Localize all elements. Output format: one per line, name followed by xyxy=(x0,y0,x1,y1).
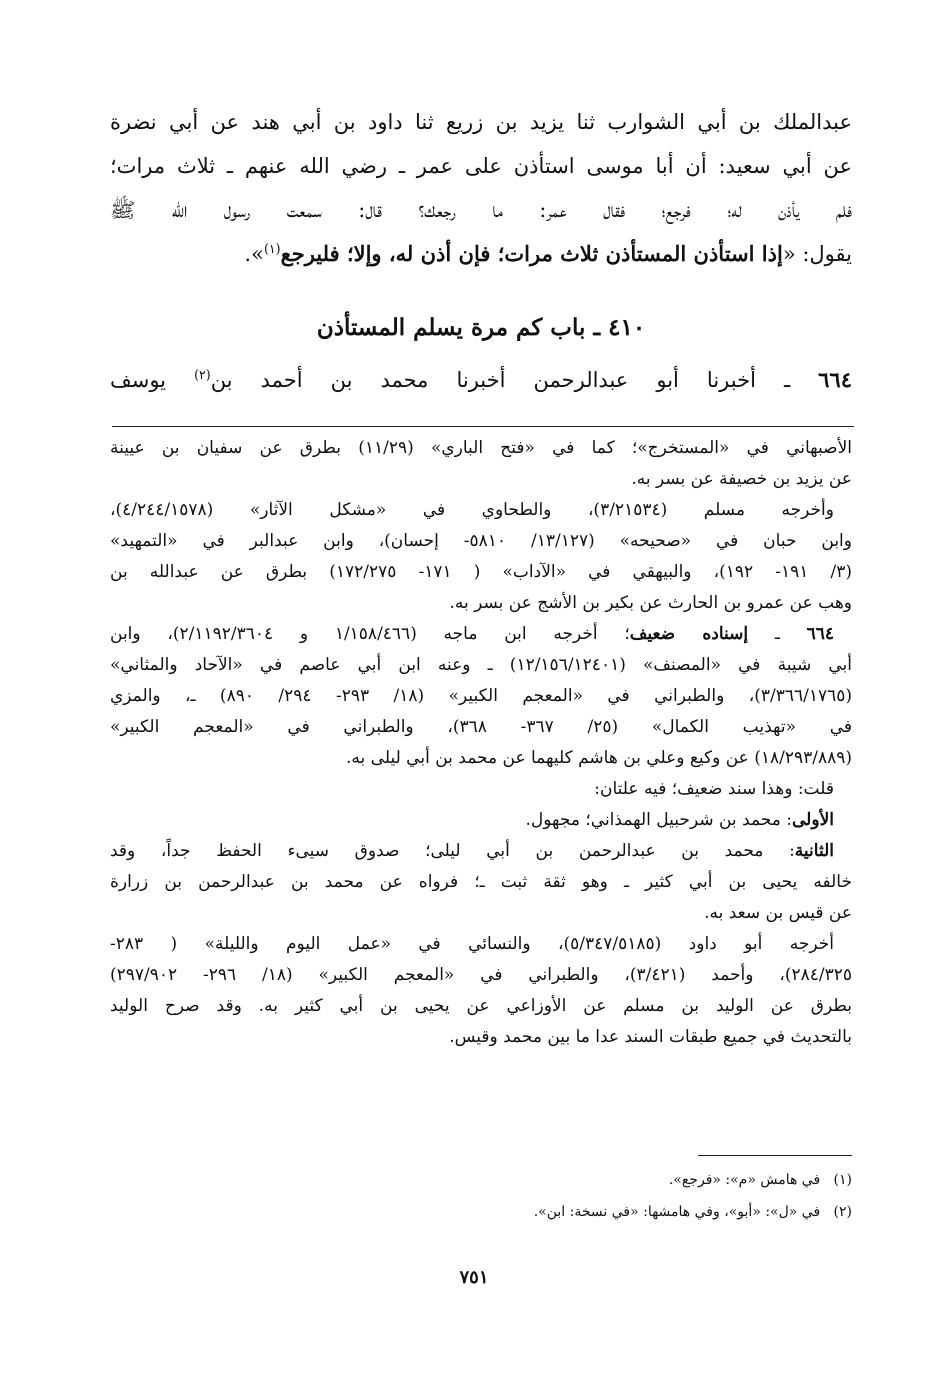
commentary-line: أبي شيبة في «المصنف» (١٢/١٥٦/١٢٤٠١) ـ وعنه ابن أبي عاصم في «الآحاد والمثاني» xyxy=(110,655,852,675)
commentary-line: قلت: وهذا سند ضعيف؛ فيه علتان: xyxy=(594,779,834,799)
main-text-line: فلم يأذن له؛ فرجع؛ فقال عمر: ما رجعك؟ قال: سمعت رسول الله ﷺ xyxy=(110,198,852,222)
hadith-number: ٦٦٤ xyxy=(818,367,852,392)
footnote-ref: (١) xyxy=(263,241,281,256)
footnote-separator xyxy=(698,1155,852,1156)
main-text-line: عن أبي سعيد: أن أبا موسى استأذن على عمر ـ رضي الله عنهم ـ ثلاث مرات؛ xyxy=(110,154,852,178)
commentary-line: وابن حبان في «صحيحه» (١٣/١٢٧/ ٥٨١٠- إحسان)، وابن عبدالبر في «التمهيد» xyxy=(110,531,852,551)
hadith-text: يوسف xyxy=(110,368,195,392)
commentary-hadith-number: ٦٦٤ xyxy=(806,624,834,644)
grading-label: إسناده ضعيف xyxy=(629,624,749,644)
main-text-line xyxy=(110,232,852,276)
commentary-line: (٣/٣٦٦/١٧٦٥)، والطبراني في «المعجم الكبير» (١٨/ ٢٩٣- ٢٩٤/ ٨٩٠) ـ، والمزي xyxy=(110,686,852,706)
quote-suffix: ». xyxy=(244,242,264,266)
footnote-text: في «ل»: «أبو»، وفي هامشها: «في نسخة: ابن». xyxy=(533,1204,821,1220)
hadith-text: ـ أخبرنا أبو عبدالرحمن أخبرنا محمد بن أحمد بن xyxy=(210,368,819,392)
commentary-line: ٢٨٤/٣٢٥)، وأحمد (٣/٤٢١)، والطبراني في «المعجم الكبير» (١٨/ ٢٩٦- ٢٩٧/٩٠٢) xyxy=(110,965,852,985)
commentary-line: عن يزيد بن خصيفة عن بسر به. xyxy=(631,469,852,489)
defect-label: الأولى xyxy=(792,810,834,830)
defect-label: الثانية xyxy=(794,841,834,861)
hadith-664 xyxy=(110,358,852,402)
commentary-text: : محمد بن عبدالرحمن بن أبي ليلى؛ صدوق سيىء الحفظ جداً، وقد xyxy=(110,841,795,861)
hadith-line xyxy=(110,358,852,402)
main-text-line: عبدالملك بن أبي الشوارب ثنا يزيد بن زريع ثنا داود بن أبي هند عن أبي نضرة xyxy=(110,110,852,134)
commentary-line: ٦٦٤ ـ إسناده ضعيف؛ أخرجه ابن ماجه (١/١٥٨/٤٦٦ و ٢/١١٩٢/٣٦٠٤)، وابن xyxy=(110,624,834,644)
commentary-line: بطرق عن الوليد بن مسلم عن الأوزاعي عن يحيى بن أبي كثير به. وقد صرح الوليد xyxy=(110,996,852,1016)
commentary-text: ؛ أخرجه ابن ماجه (١/١٥٨/٤٦٦ و ٢/١١٩٢/٣٦٠٤)، وابن xyxy=(110,624,630,644)
page-number: ٧٥١ xyxy=(459,1267,489,1288)
commentary-line: وهب عن عمرو بن الحارث عن بكير بن الأشج عن بسر به. xyxy=(449,593,852,613)
quote-prefix: يقول: « xyxy=(782,242,852,266)
commentary-line: خالفه يحيى بن أبي كثير ـ وهو ثقة ثبت ـ؛ فرواه عن محمد بن عبدالرحمن بن زرارة xyxy=(110,872,852,892)
commentary-line: بالتحديث في جميع طبقات السند عدا ما بين محمد وقيس. xyxy=(449,1027,852,1047)
separator-rule xyxy=(112,426,854,427)
commentary-line: عن قيس بن سعد به. xyxy=(704,903,852,923)
commentary-line: وأخرجه مسلم (٣/٢١٥٣٤)، والطحاوي في «مشكل الآثار» (٤/٢٤٤/١٥٧٨)، xyxy=(110,500,834,520)
commentary-line: أخرجه أبو داود (٥/٣٤٧/٥١٨٥)، والنسائي في «عمل اليوم والليلة» ( ٢٨٣- xyxy=(110,934,835,954)
main-text xyxy=(110,100,852,276)
footnote-ref: (٢) xyxy=(194,367,211,382)
hadith-quote: إذا استأذن المستأذن ثلاث مرات؛ فإن أذن له، وإلا؛ فليرجع xyxy=(280,241,783,266)
page-footnote xyxy=(110,1196,852,1228)
commentary-text: : محمد بن شرحبيل الهمذاني؛ مجهول. xyxy=(525,810,793,830)
footnote-text: في هامش «م»: «فرجع». xyxy=(668,1172,821,1188)
commentary-line xyxy=(110,805,852,836)
commentary-line: (١٨/٢٩٣/٨٨٩) عن وكيع وعلي بن هاشم كليهما عن محمد بن أبي ليلى به. xyxy=(346,748,852,768)
page-footnotes xyxy=(110,1164,852,1228)
commentary-line: (٣/ ١٩١- ١٩٢)، والبيهقي في «الآداب» ( ١٧١- ١٧٢/٢٧٥) بطرق عن عبدالله بن xyxy=(110,562,852,582)
page-footnote xyxy=(110,1164,852,1196)
footnote-marker: (١) xyxy=(833,1172,852,1188)
commentary-line: الأصبهاني في «المستخرج»؛ كما في «فتح الباري» (١١/٢٩) بطرق عن سفيان بن عيينة xyxy=(110,438,852,458)
chapter-heading: ٤١٠ ـ باب كم مرة يسلم المستأذن xyxy=(316,314,646,341)
commentary-line xyxy=(110,836,852,867)
commentary-section xyxy=(110,433,852,1053)
footnote-marker: (٢) xyxy=(833,1204,852,1220)
commentary-line: في «تهذيب الكمال» (٢٥/ ٣٦٧- ٣٦٨)، والطبراني في «المعجم الكبير» xyxy=(110,717,852,737)
